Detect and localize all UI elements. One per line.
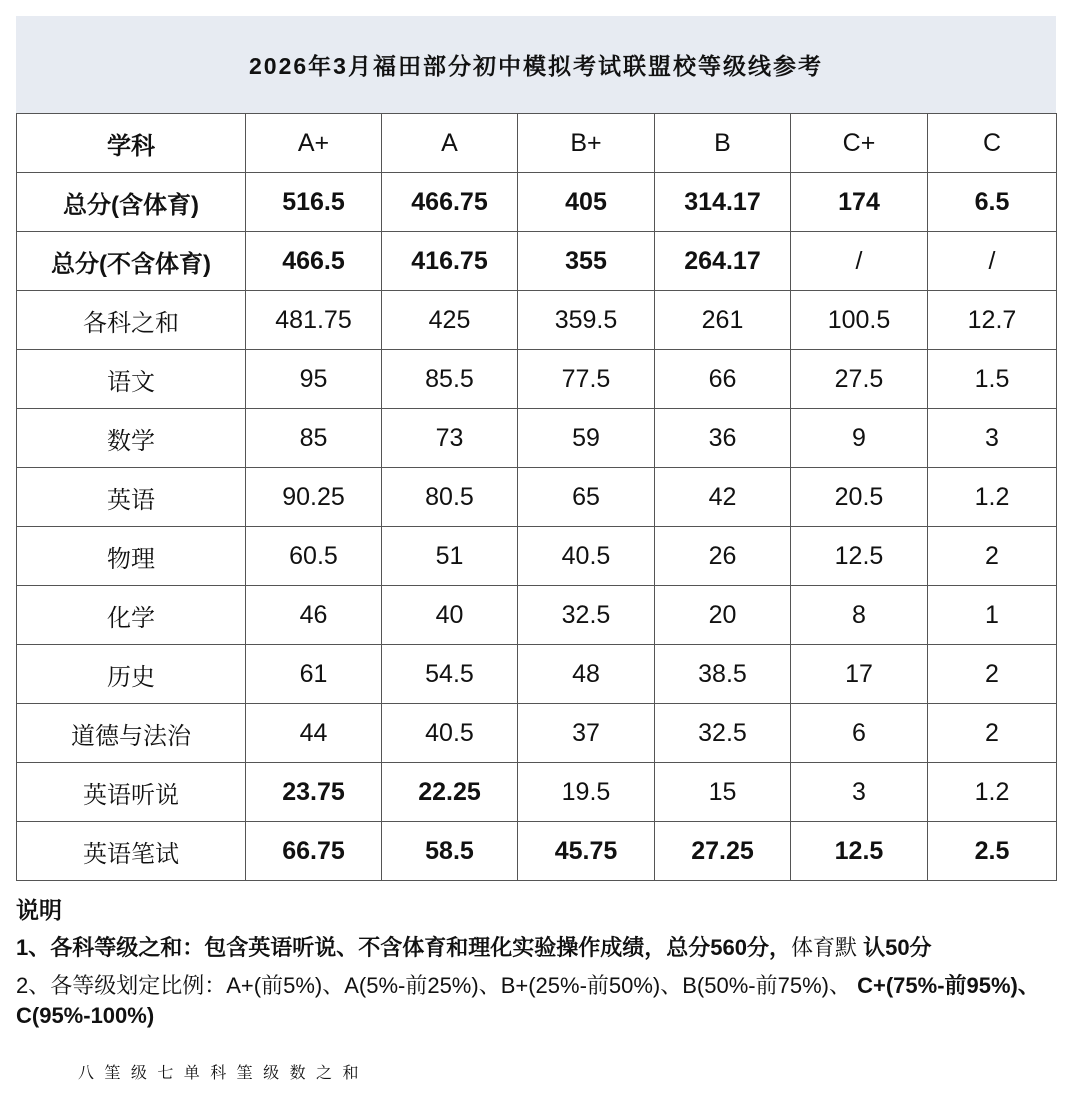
score-cell: 36 (655, 409, 791, 468)
score-cell: 174 (791, 173, 928, 232)
score-cell: 95 (246, 350, 382, 409)
score-cell: 9 (791, 409, 928, 468)
subject-cell: 道德与法治 (17, 704, 246, 763)
score-cell: 48 (518, 645, 655, 704)
score-cell: 12.5 (791, 822, 928, 881)
score-cell: 466.75 (382, 173, 518, 232)
score-cell: 38.5 (655, 645, 791, 704)
score-cell: 58.5 (382, 822, 518, 881)
score-cell: 6 (791, 704, 928, 763)
subject-cell: 总分(含体育) (17, 173, 246, 232)
score-cell: 46 (246, 586, 382, 645)
score-cell: 425 (382, 291, 518, 350)
score-cell: 261 (655, 291, 791, 350)
table-row (17, 409, 1057, 468)
subject-cell: 总分(不含体育) (17, 232, 246, 291)
subject-cell: 英语听说 (17, 763, 246, 822)
score-cell: 2 (928, 645, 1057, 704)
table-row (17, 291, 1057, 350)
table-row (17, 527, 1057, 586)
score-cell: 40.5 (382, 704, 518, 763)
score-cell: 37 (518, 704, 655, 763)
header-subject: 学科 (17, 114, 246, 173)
score-cell: 19.5 (518, 763, 655, 822)
score-cell: 73 (382, 409, 518, 468)
score-cell: 1.2 (928, 468, 1057, 527)
score-cell: 100.5 (791, 291, 928, 350)
score-cell: 60.5 (246, 527, 382, 586)
note-1-end: 认50分 (856, 935, 932, 960)
score-cell: 1 (928, 586, 1057, 645)
table-row (17, 232, 1057, 291)
grade-line-table (16, 113, 1057, 881)
score-cell: 85 (246, 409, 382, 468)
score-cell: 8 (791, 586, 928, 645)
score-cell: 85.5 (382, 350, 518, 409)
header-grade: A+ (246, 114, 382, 173)
subject-cell: 数学 (17, 409, 246, 468)
score-cell: 15 (655, 763, 791, 822)
score-cell: 264.17 (655, 232, 791, 291)
score-cell: 27.5 (791, 350, 928, 409)
score-cell: 359.5 (518, 291, 655, 350)
score-cell: 3 (928, 409, 1057, 468)
note-1 (16, 933, 1056, 963)
score-cell: 12.5 (791, 527, 928, 586)
subject-cell: 历史 (17, 645, 246, 704)
table-row (17, 645, 1057, 704)
score-cell: 54.5 (382, 645, 518, 704)
score-cell: 65 (518, 468, 655, 527)
score-cell: 27.25 (655, 822, 791, 881)
score-cell: 405 (518, 173, 655, 232)
subject-cell: 化学 (17, 586, 246, 645)
score-cell: 314.17 (655, 173, 791, 232)
score-cell: 44 (246, 704, 382, 763)
note-1-main: 1、各科等级之和：包含英语听说、不含体育和理化实验操作成绩，总分560分， (16, 935, 791, 960)
score-cell: / (791, 232, 928, 291)
subject-cell: 物理 (17, 527, 246, 586)
score-cell: 90.25 (246, 468, 382, 527)
score-cell: 22.25 (382, 763, 518, 822)
score-cell: 20.5 (791, 468, 928, 527)
note-2-tail: C+(75%-前95%)、C(95%-100%) (16, 973, 1040, 1028)
score-cell: 32.5 (655, 704, 791, 763)
table-row (17, 173, 1057, 232)
header-grade: A (382, 114, 518, 173)
score-cell: 45.75 (518, 822, 655, 881)
score-cell: 42 (655, 468, 791, 527)
score-cell: 40.5 (518, 527, 655, 586)
score-cell: 1.5 (928, 350, 1057, 409)
header-grade: C+ (791, 114, 928, 173)
score-cell: 66.75 (246, 822, 382, 881)
score-cell: 59 (518, 409, 655, 468)
table-row (17, 763, 1057, 822)
notes-heading: 说明 (16, 897, 62, 923)
score-cell: 466.5 (246, 232, 382, 291)
score-cell: 40 (382, 586, 518, 645)
score-cell: / (928, 232, 1057, 291)
table-header-row (17, 114, 1057, 173)
subject-cell: 语文 (17, 350, 246, 409)
score-cell: 51 (382, 527, 518, 586)
note-1-tail: 体育默 (790, 935, 857, 960)
score-cell: 20 (655, 586, 791, 645)
score-cell: 80.5 (382, 468, 518, 527)
score-cell: 77.5 (518, 350, 655, 409)
subject-cell: 英语 (17, 468, 246, 527)
table-row (17, 586, 1057, 645)
score-cell: 516.5 (246, 173, 382, 232)
score-cell: 17 (791, 645, 928, 704)
note-2 (16, 971, 1056, 1031)
subject-cell: 各科之和 (17, 291, 246, 350)
score-cell: 23.75 (246, 763, 382, 822)
table-row (17, 468, 1057, 527)
score-cell: 1.2 (928, 763, 1057, 822)
footer-text: 八 筀 级 七 单 科 筀 级 数 之 和 (78, 1065, 362, 1082)
notes-section (16, 892, 1056, 1039)
score-cell: 2 (928, 527, 1057, 586)
score-cell: 2 (928, 704, 1057, 763)
score-cell: 6.5 (928, 173, 1057, 232)
score-cell: 66 (655, 350, 791, 409)
table-row (17, 822, 1057, 881)
header-grade: B (655, 114, 791, 173)
table-row (17, 704, 1057, 763)
score-cell: 355 (518, 232, 655, 291)
score-cell: 12.7 (928, 291, 1057, 350)
header-grade: C (928, 114, 1057, 173)
page-title: 2026年3月福田部分初中模拟考试联盟校等级线参考 (16, 16, 1056, 113)
score-cell: 481.75 (246, 291, 382, 350)
note-2-main: 2、各等级划定比例：A+(前5%)、A(5%-前25%)、B+(25%-前50%)、B(50%-前75%)、 (16, 973, 851, 998)
subject-cell: 英语笔试 (17, 822, 246, 881)
score-cell: 32.5 (518, 586, 655, 645)
score-cell: 61 (246, 645, 382, 704)
score-cell: 26 (655, 527, 791, 586)
score-cell: 416.75 (382, 232, 518, 291)
score-cell: 3 (791, 763, 928, 822)
header-grade: B+ (518, 114, 655, 173)
score-cell: 2.5 (928, 822, 1057, 881)
table-row (17, 350, 1057, 409)
